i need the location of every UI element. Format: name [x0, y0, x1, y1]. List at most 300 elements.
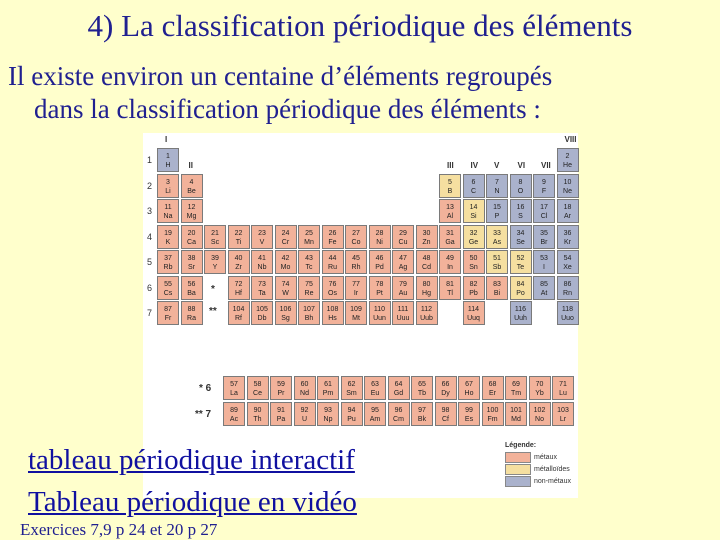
element-cell-hf — [228, 276, 250, 300]
atomic-number: 42 — [281, 255, 290, 262]
atomic-number: 27 — [352, 229, 360, 237]
atomic-number: 4 — [189, 178, 194, 186]
atomic-number: 72 — [234, 280, 243, 288]
element-cell-li — [157, 174, 179, 198]
legend-swatch — [505, 476, 531, 487]
group-label-v: V — [494, 161, 500, 170]
element-cell-ba — [181, 276, 203, 300]
element-symbol: Ta — [258, 289, 266, 297]
element-symbol: Db — [257, 315, 267, 322]
atomic-number: 103 — [557, 407, 569, 414]
atomic-number: 100 — [486, 407, 499, 414]
element-cell-bi — [486, 276, 508, 300]
element-cell-ag — [392, 250, 414, 274]
element-symbol: Ba — [187, 289, 196, 297]
atomic-number: 95 — [371, 407, 379, 414]
atomic-number: 81 — [446, 280, 454, 288]
group-label-vi: VI — [517, 161, 526, 170]
atomic-number: 41 — [258, 255, 266, 262]
row7-marker: ** — [209, 306, 217, 317]
element-cell-h — [157, 148, 179, 172]
atomic-number: 80 — [422, 280, 431, 288]
element-symbol: Zr — [235, 264, 242, 271]
element-symbol: Li — [165, 187, 171, 195]
element-symbol: No — [535, 416, 544, 423]
atomic-number: 110 — [373, 306, 386, 313]
element-symbol: Th — [253, 416, 262, 423]
element-symbol: Al — [446, 213, 454, 220]
element-symbol: Lu — [559, 390, 567, 397]
atomic-number: 96 — [394, 407, 403, 414]
atomic-number: 61 — [324, 381, 332, 388]
element-cell-bh — [298, 301, 320, 325]
atomic-number: 46 — [375, 255, 384, 262]
legend-item — [505, 463, 577, 475]
element-cell-f — [533, 174, 555, 198]
element-symbol: Dy — [441, 390, 450, 397]
element-cell-ru — [322, 250, 344, 274]
atomic-number: 90 — [253, 407, 262, 414]
element-cell-sb — [486, 250, 508, 274]
slide-title: 4) La classification périodique des éléments — [87, 8, 633, 43]
element-symbol: Sg — [281, 315, 290, 322]
element-cell-n — [486, 174, 508, 198]
element-cell-pr — [270, 376, 292, 400]
element-symbol: V — [259, 238, 265, 246]
element-symbol: La — [230, 390, 238, 397]
row6-marker: * — [211, 283, 215, 295]
legend-swatch — [505, 464, 531, 475]
element-cell-i — [533, 250, 555, 274]
element-symbol: Ar — [564, 213, 571, 220]
atomic-number: 78 — [375, 280, 384, 288]
atomic-number: 9 — [542, 178, 546, 186]
element-cell-be — [181, 174, 203, 198]
element-symbol: Fm — [487, 416, 498, 423]
element-symbol: Ac — [229, 416, 239, 423]
element-symbol: Ni — [376, 238, 383, 246]
element-symbol: Ir — [353, 289, 359, 297]
atomic-number: 87 — [164, 306, 172, 313]
element-cell-ge — [463, 225, 485, 249]
element-cell-v — [251, 225, 273, 249]
atomic-number: 66 — [441, 381, 450, 388]
atomic-number: 18 — [563, 204, 572, 211]
atomic-number: 91 — [277, 407, 285, 414]
element-cell-se — [510, 225, 532, 249]
element-symbol: Eu — [370, 390, 380, 397]
element-cell-tm — [505, 376, 527, 400]
element-cell-ga — [439, 225, 461, 249]
element-symbol: H — [165, 162, 171, 169]
element-cell-mg — [181, 199, 203, 223]
actinide-marker: ** 7 — [195, 409, 212, 420]
atomic-number: 16 — [516, 204, 525, 211]
element-symbol: Hf — [235, 289, 242, 297]
element-symbol: Uub — [420, 315, 433, 322]
atomic-number: 75 — [305, 280, 313, 288]
element-symbol: Rf — [235, 315, 242, 322]
atomic-number: 5 — [448, 178, 452, 186]
atomic-number: 101 — [510, 407, 522, 414]
atomic-number: 65 — [418, 381, 426, 388]
atomic-number: 32 — [469, 229, 478, 237]
element-symbol: Rh — [351, 264, 361, 271]
element-cell-na — [157, 199, 179, 223]
element-symbol: Hg — [422, 289, 431, 297]
element-cell-sr — [181, 250, 203, 274]
atomic-number: 1 — [166, 153, 170, 160]
element-symbol: Bh — [304, 315, 314, 322]
element-cell-er — [482, 376, 504, 400]
element-cell-ni — [369, 225, 391, 249]
element-cell-he — [557, 148, 579, 172]
element-cell-al — [439, 199, 461, 223]
atomic-number: 22 — [234, 229, 243, 237]
atomic-number: 34 — [516, 229, 525, 237]
element-cell-cl — [533, 199, 555, 223]
element-cell-dy — [435, 376, 457, 400]
element-symbol: Y — [212, 264, 218, 271]
lanthanide-marker: * 6 — [199, 383, 212, 394]
element-symbol: Uun — [373, 315, 386, 322]
element-cell-ti — [228, 225, 250, 249]
atomic-number: 57 — [230, 381, 238, 388]
element-cell-nd — [294, 376, 316, 400]
element-symbol: Nb — [257, 264, 267, 271]
element-cell-si — [463, 199, 485, 223]
element-cell-uuo — [557, 301, 579, 325]
element-symbol: Au — [398, 289, 408, 297]
element-symbol: Cd — [422, 264, 431, 271]
element-symbol: Ag — [398, 264, 408, 271]
period-label-7: 7 — [147, 308, 153, 318]
element-symbol: Uuo — [561, 315, 574, 322]
element-cell-u — [294, 402, 316, 426]
atomic-number: 38 — [187, 255, 196, 262]
element-cell-uuh — [510, 301, 532, 325]
atomic-number: 47 — [399, 255, 407, 262]
element-cell-no — [529, 402, 551, 426]
element-symbol: Ne — [563, 187, 572, 195]
legend-item — [505, 451, 577, 463]
element-symbol: Np — [323, 416, 333, 423]
element-symbol: P — [494, 213, 500, 220]
atomic-number: 36 — [563, 229, 572, 237]
element-symbol: Fe — [328, 238, 337, 246]
atomic-number: 84 — [516, 280, 525, 288]
element-cell-po — [510, 276, 532, 300]
legend-label: métalloïdes — [534, 465, 570, 473]
atomic-number: 83 — [493, 280, 501, 288]
element-symbol: F — [541, 187, 547, 195]
atomic-number: 118 — [561, 306, 574, 313]
element-symbol: Pb — [469, 289, 478, 297]
legend-item — [505, 475, 577, 487]
period-label-1: 1 — [147, 155, 153, 165]
element-cell-p — [486, 199, 508, 223]
element-symbol: Md — [511, 416, 521, 423]
element-symbol: Uuh — [514, 315, 527, 322]
element-cell-pm — [317, 376, 339, 400]
element-symbol: Tc — [305, 264, 313, 271]
atomic-number: 30 — [422, 229, 431, 237]
element-cell-cr — [275, 225, 297, 249]
atomic-number: 73 — [258, 280, 266, 288]
atomic-number: 28 — [375, 229, 384, 237]
element-cell-uuu — [392, 301, 414, 325]
element-cell-pu — [341, 402, 363, 426]
element-symbol: Nd — [300, 390, 309, 397]
element-cell-ir — [345, 276, 367, 300]
atomic-number: 53 — [540, 255, 548, 262]
period-label-4: 4 — [147, 231, 153, 242]
atomic-number: 76 — [328, 280, 337, 288]
element-cell-pt — [369, 276, 391, 300]
atomic-number: 99 — [465, 407, 473, 414]
element-cell-co — [345, 225, 367, 249]
atomic-number: 10 — [563, 178, 572, 186]
element-cell-br — [533, 225, 555, 249]
element-cell-lu — [552, 376, 574, 400]
element-symbol: Tl — [447, 289, 453, 297]
element-symbol: Ga — [445, 238, 455, 246]
element-cell-ca — [181, 225, 203, 249]
element-symbol: Rn — [563, 289, 572, 297]
element-cell-au — [392, 276, 414, 300]
element-cell-y — [204, 250, 226, 274]
atomic-number: 112 — [420, 306, 433, 313]
element-symbol: Cs — [163, 289, 173, 297]
atomic-number: 82 — [469, 280, 478, 288]
element-symbol: Pt — [376, 289, 383, 297]
element-symbol: Te — [516, 264, 525, 271]
period-label-2: 2 — [147, 180, 153, 191]
atomic-number: 94 — [347, 407, 356, 414]
atomic-number: 62 — [347, 381, 356, 388]
element-symbol: Sb — [492, 264, 502, 271]
element-symbol: Ca — [187, 238, 196, 246]
element-cell-xe — [557, 250, 579, 274]
element-cell-gd — [388, 376, 410, 400]
element-symbol: Lr — [559, 416, 567, 423]
element-cell-hs — [322, 301, 344, 325]
atomic-number: 54 — [563, 255, 572, 262]
element-symbol: W — [282, 289, 289, 297]
element-symbol: Fr — [164, 315, 172, 322]
element-symbol: Uuq — [467, 315, 480, 322]
atomic-number: 70 — [535, 381, 544, 388]
element-symbol: O — [517, 187, 524, 195]
atomic-number: 29 — [399, 229, 407, 237]
element-symbol: Ge — [468, 238, 479, 246]
element-symbol: Am — [369, 416, 381, 423]
element-cell-uub — [416, 301, 438, 325]
element-cell-b — [439, 174, 461, 198]
element-symbol: Be — [187, 187, 196, 195]
atomic-number: 74 — [281, 280, 290, 288]
legend-label: métaux — [534, 453, 557, 461]
atomic-number: 92 — [300, 407, 309, 414]
element-symbol: S — [518, 213, 523, 220]
group-label-i: I — [165, 135, 168, 144]
atomic-number: 23 — [258, 229, 266, 237]
element-symbol: Ce — [253, 390, 262, 397]
legend-label: non-métaux — [534, 477, 571, 485]
atomic-number: 13 — [446, 204, 454, 211]
link-video-table[interactable]: Tableau périodique en vidéo — [28, 486, 357, 518]
atomic-number: 79 — [399, 280, 407, 288]
element-cell-ce — [247, 376, 269, 400]
atomic-number: 59 — [277, 381, 285, 388]
intro-text — [8, 60, 698, 126]
group-label-iv: IV — [470, 161, 479, 170]
element-cell-pb — [463, 276, 485, 300]
element-symbol: Cu — [398, 238, 408, 246]
atomic-number: 35 — [540, 229, 548, 237]
element-symbol: Es — [464, 416, 474, 423]
atomic-number: 24 — [281, 229, 290, 237]
element-symbol: Xe — [563, 264, 572, 271]
element-cell-sm — [341, 376, 363, 400]
element-symbol: Yb — [535, 390, 544, 397]
element-symbol: He — [563, 162, 572, 169]
element-symbol: Pd — [375, 264, 384, 271]
atomic-number: 71 — [559, 381, 567, 388]
atomic-number: 52 — [516, 255, 525, 262]
element-cell-bk — [411, 402, 433, 426]
element-symbol: Sc — [210, 238, 220, 246]
element-symbol: Ru — [328, 264, 337, 271]
element-cell-lr — [552, 402, 574, 426]
period-label-6: 6 — [147, 282, 153, 293]
element-cell-zr — [228, 250, 250, 274]
element-symbol: Kr — [564, 238, 571, 246]
element-cell-fe — [322, 225, 344, 249]
element-cell-o — [510, 174, 532, 198]
element-symbol: N — [494, 187, 500, 195]
element-cell-hg — [416, 276, 438, 300]
element-cell-re — [298, 276, 320, 300]
element-cell-tc — [298, 250, 320, 274]
atomic-number: 25 — [305, 229, 313, 237]
atomic-number: 55 — [164, 280, 172, 288]
element-symbol: Se — [516, 238, 525, 246]
element-cell-w — [275, 276, 297, 300]
element-symbol: Ra — [187, 315, 196, 322]
element-symbol: At — [540, 289, 548, 297]
element-symbol: Gd — [393, 390, 404, 397]
atomic-number: 77 — [352, 280, 360, 288]
atomic-number: 20 — [187, 229, 196, 237]
element-symbol: Ho — [464, 390, 474, 397]
element-cell-as — [486, 225, 508, 249]
element-symbol: Zn — [422, 238, 431, 246]
element-symbol: As — [492, 238, 502, 246]
element-symbol: B — [447, 187, 453, 195]
element-cell-kr — [557, 225, 579, 249]
atomic-number: 39 — [211, 255, 219, 262]
element-symbol: Co — [351, 238, 361, 246]
element-symbol: Mt — [352, 315, 360, 322]
atomic-number: 15 — [493, 204, 501, 211]
legend-title: Légende: — [505, 442, 537, 449]
element-cell-tb — [411, 376, 433, 400]
atomic-number: 85 — [540, 280, 548, 288]
link-interactive-table[interactable]: tableau périodique interactif — [28, 444, 355, 476]
element-symbol: Cl — [540, 213, 548, 220]
element-cell-cd — [416, 250, 438, 274]
atomic-number: 116 — [514, 306, 527, 313]
group-label-iii: III — [447, 161, 454, 170]
atomic-number: 63 — [371, 381, 379, 388]
atomic-number: 108 — [326, 306, 339, 313]
element-cell-ne — [557, 174, 579, 198]
atomic-number: 31 — [446, 229, 454, 237]
atomic-number: 19 — [164, 229, 172, 237]
atomic-number: 44 — [328, 255, 337, 262]
atomic-number: 93 — [324, 407, 332, 414]
legend — [505, 442, 577, 498]
element-cell-s — [510, 199, 532, 223]
element-symbol: Mg — [186, 213, 197, 220]
element-symbol: Si — [470, 213, 477, 220]
atomic-number: 89 — [230, 407, 238, 414]
intro-line-2: dans la classification périodique des éléments : — [34, 94, 541, 124]
element-symbol: Mo — [280, 264, 291, 271]
element-cell-ho — [458, 376, 480, 400]
element-symbol: Cf — [442, 416, 449, 423]
element-cell-in — [439, 250, 461, 274]
period-label-5: 5 — [147, 257, 153, 267]
atomic-number: 3 — [166, 178, 170, 186]
atomic-number: 2 — [565, 153, 570, 160]
atomic-number: 43 — [305, 255, 313, 262]
element-symbol: Sn — [469, 264, 478, 271]
period-label-3: 3 — [147, 206, 153, 216]
element-symbol: Rb — [163, 264, 173, 271]
group-label-vii: VII — [541, 161, 551, 170]
element-cell-pa — [270, 402, 292, 426]
element-cell-fm — [482, 402, 504, 426]
atomic-number: 14 — [469, 204, 478, 211]
element-cell-tl — [439, 276, 461, 300]
atomic-number: 8 — [518, 178, 523, 186]
atomic-number: 21 — [211, 229, 219, 237]
atomic-number: 33 — [493, 229, 501, 237]
atomic-number: 68 — [488, 381, 497, 388]
element-cell-mt — [345, 301, 367, 325]
element-cell-th — [247, 402, 269, 426]
element-cell-md — [505, 402, 527, 426]
element-cell-ta — [251, 276, 273, 300]
element-symbol: Po — [516, 289, 525, 297]
element-cell-ra — [181, 301, 203, 325]
atomic-number: 102 — [533, 407, 546, 414]
atomic-number: 86 — [563, 280, 572, 288]
atomic-number: 88 — [187, 306, 196, 313]
atomic-number: 26 — [328, 229, 337, 237]
element-symbol: Er — [489, 390, 496, 397]
element-cell-cs — [157, 276, 179, 300]
atomic-number: 50 — [469, 255, 478, 262]
element-symbol: Uuu — [396, 315, 410, 322]
element-symbol: Pr — [277, 390, 285, 397]
element-symbol: Mn — [304, 238, 314, 246]
element-cell-yb — [529, 376, 551, 400]
atomic-number: 109 — [350, 306, 362, 313]
element-cell-sc — [204, 225, 226, 249]
